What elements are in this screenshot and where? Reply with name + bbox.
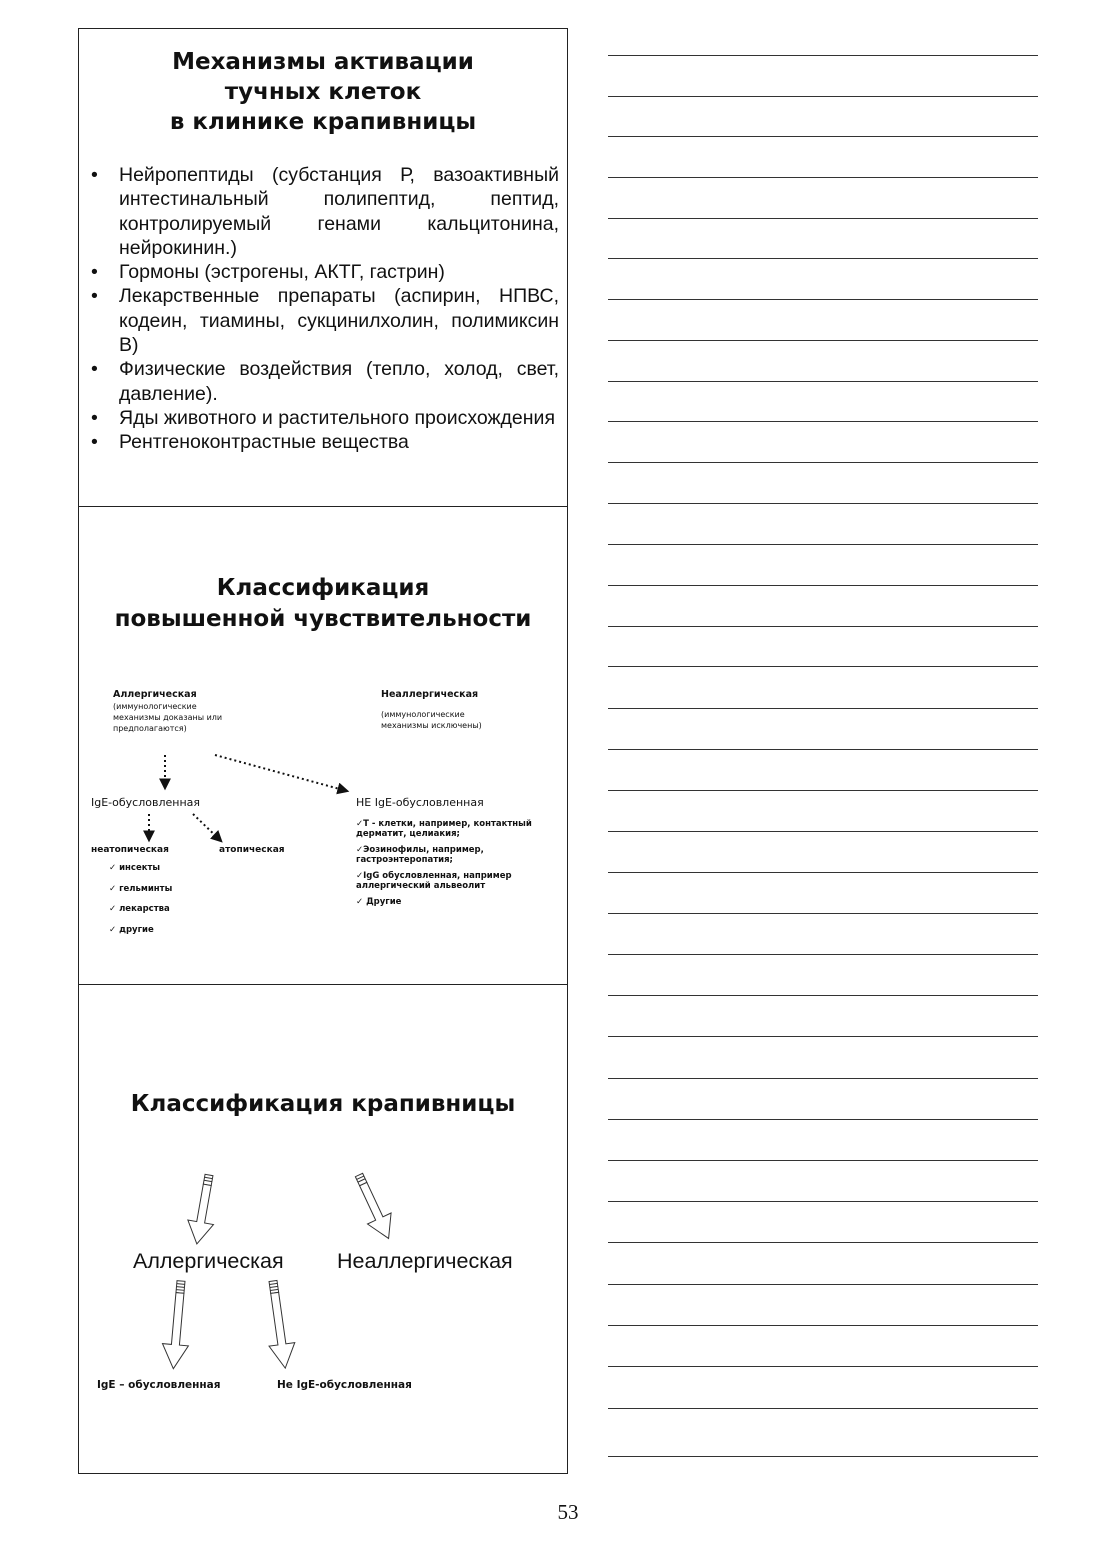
note-line (608, 1325, 1038, 1326)
allergic-note-line: предполагаются) (113, 724, 187, 733)
arrow-ige-to-atopic (193, 814, 221, 841)
note-line (608, 626, 1038, 627)
note-line (608, 1456, 1038, 1457)
slide-hypersensitivity-classification (79, 507, 567, 985)
list-item: • Гормоны (эстрогены, АКТГ, гастрин) (89, 260, 559, 284)
allergic-note-line: (иммунологические (113, 702, 197, 711)
list-item-line: ✓Эозинофилы, например, (356, 845, 484, 855)
note-line (608, 749, 1038, 750)
list-item (356, 871, 532, 891)
note-line (608, 421, 1038, 422)
note-line (608, 381, 1038, 382)
allergic-title: Аллергическая (113, 689, 197, 700)
non-ige-list (356, 819, 532, 913)
big-arrow-icon (260, 1279, 298, 1370)
slide3-title: Классификация крапивницы (130, 1091, 516, 1117)
nonallergic-note-line: механизмы исключены) (381, 721, 482, 730)
note-line (608, 1078, 1038, 1079)
note-line (608, 1036, 1038, 1037)
slide-mast-cell-activation (79, 29, 567, 507)
nonatopic-label: неатопическая (91, 845, 169, 855)
non-ige-label: Не IgE-обусловленная (277, 1379, 412, 1391)
note-line (608, 136, 1038, 137)
note-line (608, 708, 1038, 709)
note-line (608, 1201, 1038, 1202)
list-item: • Лекарственные препараты (аспирин, НПВС, кодеин, тиамины, сукцинилхолин, полимиксин В) (89, 284, 559, 357)
note-line (608, 1119, 1038, 1120)
note-line (608, 790, 1038, 791)
note-line (608, 218, 1038, 219)
list-item: • Нейропептиды (субстанция Р, вазоактивный интестинальный полипептид, пептид, контролируемый генами кальцитонина, нейрокинин.) (89, 163, 559, 260)
allergic-label: Аллергическая (133, 1249, 284, 1273)
note-line (608, 954, 1038, 955)
note-line (608, 177, 1038, 178)
note-line (608, 340, 1038, 341)
slides-column (78, 28, 568, 1474)
note-line (608, 913, 1038, 914)
nonallergic-title: Неаллергическая (381, 689, 479, 700)
list-item (356, 819, 532, 839)
list-item: ✓ лекарства (109, 904, 170, 914)
slide1-title-line: в клинике крапивницы (169, 109, 477, 135)
atopic-label: атопическая (219, 845, 285, 855)
list-item-line: ✓Т - клетки, например, контактный (356, 819, 532, 829)
note-line (608, 995, 1038, 996)
note-line (608, 1408, 1038, 1409)
note-line (608, 96, 1038, 97)
list-item: • Рентгеноконтрастные вещества (89, 430, 559, 454)
list-item-line: аллергический альвеолит (356, 881, 486, 891)
slide1-title-line: тучных клеток (224, 79, 422, 105)
note-line (608, 1242, 1038, 1243)
list-item: • Физические воздействия (тепло, холод, свет, давление). (89, 357, 559, 406)
list-item-line: ✓IgG обусловленная, например (356, 871, 512, 881)
nonallergic-label: Неаллергическая (337, 1249, 513, 1273)
nonallergic-note-line: (иммунологические (381, 710, 465, 719)
list-item (356, 845, 532, 865)
activation-mechanisms-list (89, 163, 559, 455)
note-line (608, 1284, 1038, 1285)
ige-label: IgE – обусловленная (97, 1379, 221, 1391)
list-item: ✓ гельминты (109, 883, 173, 894)
slide-urticaria-classification (79, 985, 567, 1473)
list-item-line: гастроэнтеропатия; (356, 855, 453, 865)
note-line (608, 666, 1038, 667)
big-arrow-icon (347, 1170, 400, 1244)
note-line (608, 831, 1038, 832)
urticaria-arrows (79, 985, 569, 1473)
ige-mediated-label: IgE-обусловленная (91, 796, 201, 809)
slide2-title-line: Классификация (216, 575, 430, 601)
note-line (608, 544, 1038, 545)
non-ige-mediated-label: НЕ IgE-обусловленная (356, 796, 484, 809)
note-line (608, 1366, 1038, 1367)
note-line (608, 872, 1038, 873)
list-item-line: ✓ Другие (356, 897, 402, 907)
note-line (608, 55, 1038, 56)
arrow-allergic-to-non-ige (215, 755, 347, 791)
note-line (608, 462, 1038, 463)
note-line (608, 503, 1038, 504)
list-item: ✓ инсекты (109, 863, 161, 873)
note-line (608, 299, 1038, 300)
big-arrow-icon (160, 1280, 194, 1370)
list-item: ✓ другие (109, 924, 154, 935)
slide1-title (79, 47, 567, 137)
allergic-note-line: механизмы доказаны или (113, 713, 223, 722)
slide2-title-line: повышенной чувствительности (114, 606, 532, 632)
slide1-title-line: Механизмы активации (172, 49, 474, 75)
nonatopic-list (109, 863, 172, 945)
page-number: 53 (557, 1500, 579, 1524)
list-item (356, 897, 532, 907)
note-line (608, 1160, 1038, 1161)
note-line (608, 258, 1038, 259)
list-item: • Яды животного и растительного происхождения (89, 406, 559, 430)
big-arrow-icon (184, 1173, 222, 1246)
list-item-line: дерматит, целиакия; (356, 829, 460, 839)
note-line (608, 585, 1038, 586)
